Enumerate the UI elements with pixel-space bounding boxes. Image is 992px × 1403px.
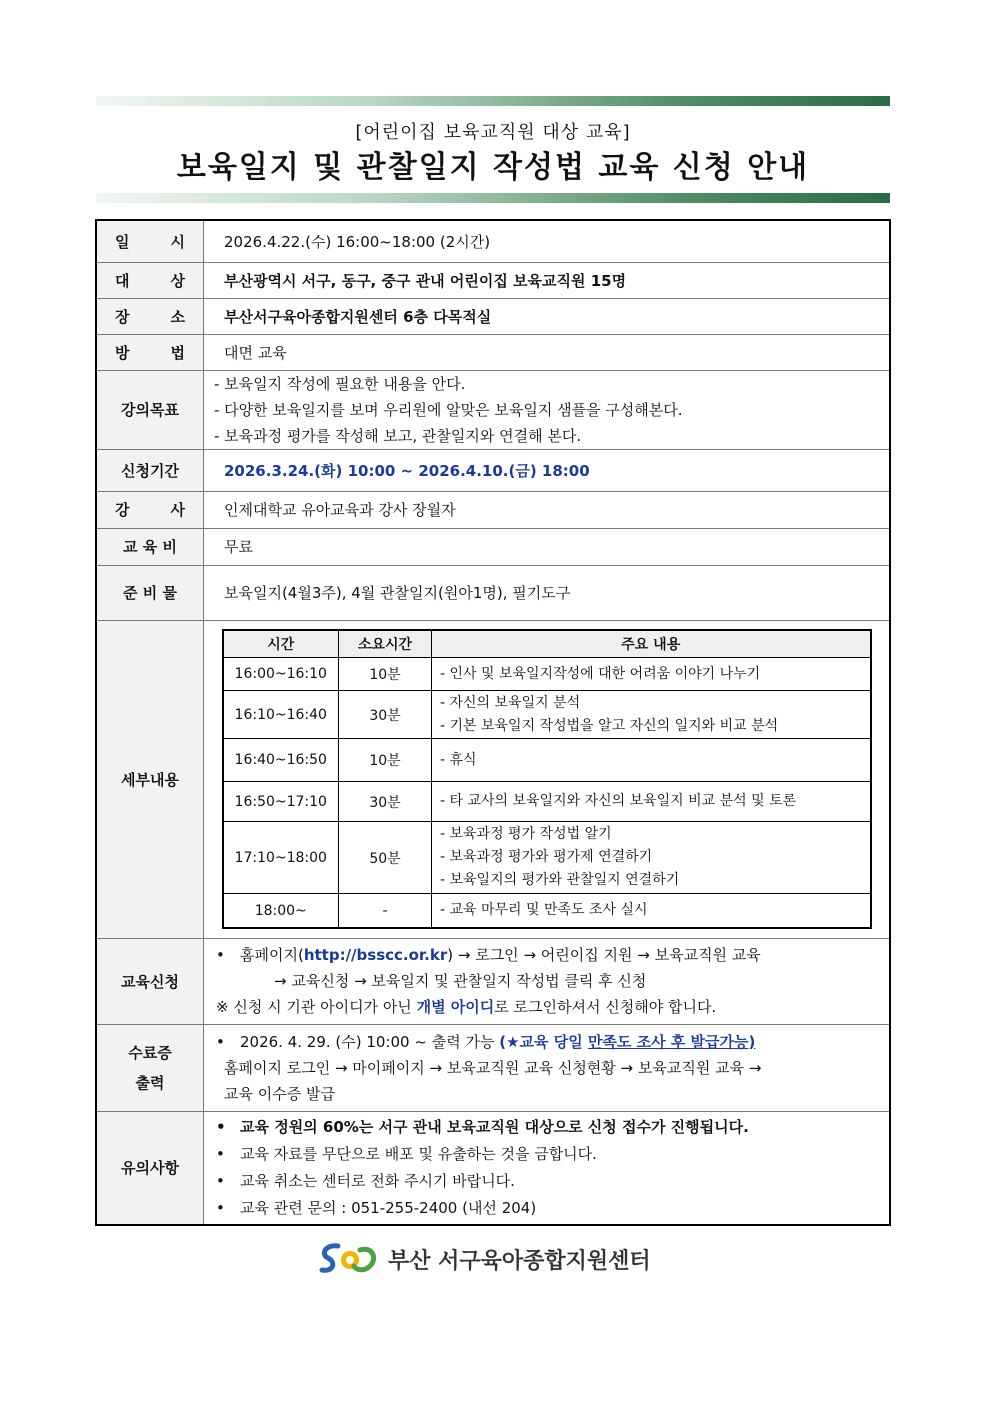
certificate-line-2: 홈페이지 로그인 → 마이페이지 → 보육교직원 교육 신청현황 → 보육교직원 교육 → (224, 1058, 762, 1077)
bullet: • (216, 1032, 225, 1051)
homepage-link[interactable]: http://bsscc.or.kr (303, 946, 448, 964)
label-date: 일 시 (115, 232, 185, 251)
schedule-duration: 50분 (339, 822, 432, 894)
label-target: 대 상 (115, 271, 185, 290)
goal-line: - 다양한 보육일지를 보며 우리원에 알맞은 보육일지 샘플을 구성해본다. (214, 400, 683, 419)
schedule-time: 17:10~18:00 (223, 822, 339, 894)
certificate-line-3: 교육 이수증 발급 (224, 1084, 335, 1103)
top-decorative-bar (96, 96, 890, 106)
schedule-duration: 10분 (339, 658, 432, 691)
schedule-duration: 30분 (339, 782, 432, 822)
value-target: 부산광역시 서구, 동구, 중구 관내 어린이집 보육교직원 15명 (204, 262, 891, 298)
schedule-table (222, 629, 872, 929)
individual-id-emphasis: 개별 아이디 (416, 998, 495, 1016)
row-goal (96, 370, 890, 449)
schedule-header (223, 630, 871, 658)
label-fee: 교 육 비 (96, 528, 204, 565)
label-certificate-1: 수료증 (128, 1043, 172, 1062)
schedule-row (223, 658, 871, 691)
schedule-item: - 타 교사의 보육일지와 자신의 보육일지 비교 분석 및 토론 (440, 793, 797, 810)
goal-line: - 보육과정 평가를 작성해 보고, 관찰일지와 연결해 본다. (214, 426, 582, 445)
row-notes (96, 1111, 890, 1225)
row-certificate (96, 1024, 890, 1111)
label-certificate-2: 출력 (135, 1073, 165, 1092)
value-fee: 무료 (204, 528, 891, 565)
center-logo-icon (316, 1240, 380, 1278)
row-target (96, 262, 890, 298)
schedule-item: - 자신의 보육일지 분석 (440, 694, 581, 711)
label-place: 장 소 (115, 307, 185, 326)
schedule-time: 16:00~16:10 (223, 658, 339, 691)
info-table (95, 219, 891, 1226)
schedule-time: 16:50~17:10 (223, 782, 339, 822)
value-place: 부산서구육아종합지원센터 6층 다목적실 (204, 298, 891, 334)
apply-line-2: → 교육신청 → 보육일지 및 관찰일지 작성법 클릭 후 신청 (274, 972, 647, 990)
value-goal (204, 370, 891, 449)
row-detail (96, 620, 890, 938)
label-prep: 준 비 물 (96, 565, 204, 620)
note-item: • 교육 관련 문의 : 051-255-2400 (내선 204) (216, 1195, 889, 1222)
schedule-item: - 보육과정 평가와 평가제 연결하기 (440, 849, 653, 866)
value-method: 대면 교육 (204, 334, 891, 370)
row-method (96, 334, 890, 370)
row-place (96, 298, 890, 334)
row-period (96, 449, 890, 491)
schedule-time: 16:10~16:40 (223, 691, 339, 739)
goal-line: - 보육일지 작성에 필요한 내용을 안다. (214, 374, 466, 393)
schedule-row (223, 739, 871, 782)
schedule-row (223, 691, 871, 739)
schedule-duration: 30분 (339, 691, 432, 739)
label-method: 방 법 (115, 343, 185, 362)
schedule-time: 16:40~16:50 (223, 739, 339, 782)
note-item: • 교육 자료를 무단으로 배포 및 유출하는 것을 금합니다. (216, 1141, 889, 1168)
note-item: • 교육 취소는 센터로 전화 주시기 바랍니다. (216, 1168, 889, 1195)
notes-list (204, 1114, 889, 1222)
document-subtitle: [어린이집 보육교직원 대상 교육] (355, 122, 631, 143)
row-apply (96, 938, 890, 1024)
schedule-item: - 보육일지의 평가와 관찰일지 연결하기 (440, 872, 680, 889)
schedule-item: - 교육 마무리 및 만족도 조사 실시 (440, 902, 648, 918)
header-duration: 소요시간 (339, 630, 432, 658)
row-prep (96, 565, 890, 620)
schedule-row (223, 894, 871, 928)
schedule-time: 18:00~ (223, 894, 339, 928)
schedule-duration: 10분 (339, 739, 432, 782)
label-period: 신청기간 (96, 449, 204, 491)
title-underline-bar (96, 193, 890, 203)
schedule-item: - 인사 및 보육일지작성에 대한 어려움 이야기 나누기 (440, 665, 761, 682)
schedule-row (223, 782, 871, 822)
value-date: 2026.4.22.(수) 16:00~18:00 (2시간) (204, 220, 891, 262)
schedule-duration: - (339, 894, 432, 928)
label-apply: 교육신청 (96, 938, 204, 1024)
label-detail: 세부내용 (96, 620, 204, 938)
schedule-item: - 보육과정 평가 작성법 알기 (440, 826, 612, 843)
header-time: 시간 (223, 630, 339, 658)
center-name: 부산 서구육아종합지원센터 (388, 1248, 651, 1274)
label-notes: 유의사항 (96, 1111, 204, 1225)
value-lecturer: 인제대학교 유아교육과 강사 장월자 (204, 491, 891, 528)
row-lecturer (96, 491, 890, 528)
header-content: 주요 내용 (432, 630, 871, 658)
schedule-item: - 휴식 (440, 751, 477, 768)
footer (316, 1240, 696, 1278)
certificate-line-1: • 2026. 4. 29. (수) 10:00 ~ 출력 가능 (★교육 당일 만족도 조사 후 발급가능) (216, 1029, 889, 1055)
row-date (96, 220, 890, 262)
note-item: • 교육 정원의 60%는 서구 관내 보육교직원 대상으로 신청 접수가 진행됩니다. (216, 1114, 889, 1141)
schedule-item: - 기본 보육일지 작성법을 알고 자신의 일지와 비교 분석 (440, 717, 779, 734)
apply-line-3: ※ 신청 시 기관 아이디가 아닌 개별 아이디로 로그인하셔서 신청해야 합니다. (216, 998, 717, 1016)
row-fee (96, 528, 890, 565)
label-goal: 강의목표 (96, 370, 204, 449)
value-prep: 보육일지(4월3주), 4월 관찰일지(원아1명), 필기도구 (204, 565, 891, 620)
value-period: 2026.3.24.(화) 10:00 ~ 2026.4.10.(금) 18:00 (204, 449, 891, 491)
apply-line-1: • 홈페이지(http://bsscc.or.kr) → 로그인 → 어린이집 지원 → 보육교직원 교육 (216, 942, 889, 968)
label-lecturer: 강 사 (115, 501, 185, 519)
document-title: 보육일지 및 관찰일지 작성법 교육 신청 안내 (176, 150, 810, 185)
schedule-row (223, 822, 871, 894)
bullet: • (216, 946, 225, 964)
